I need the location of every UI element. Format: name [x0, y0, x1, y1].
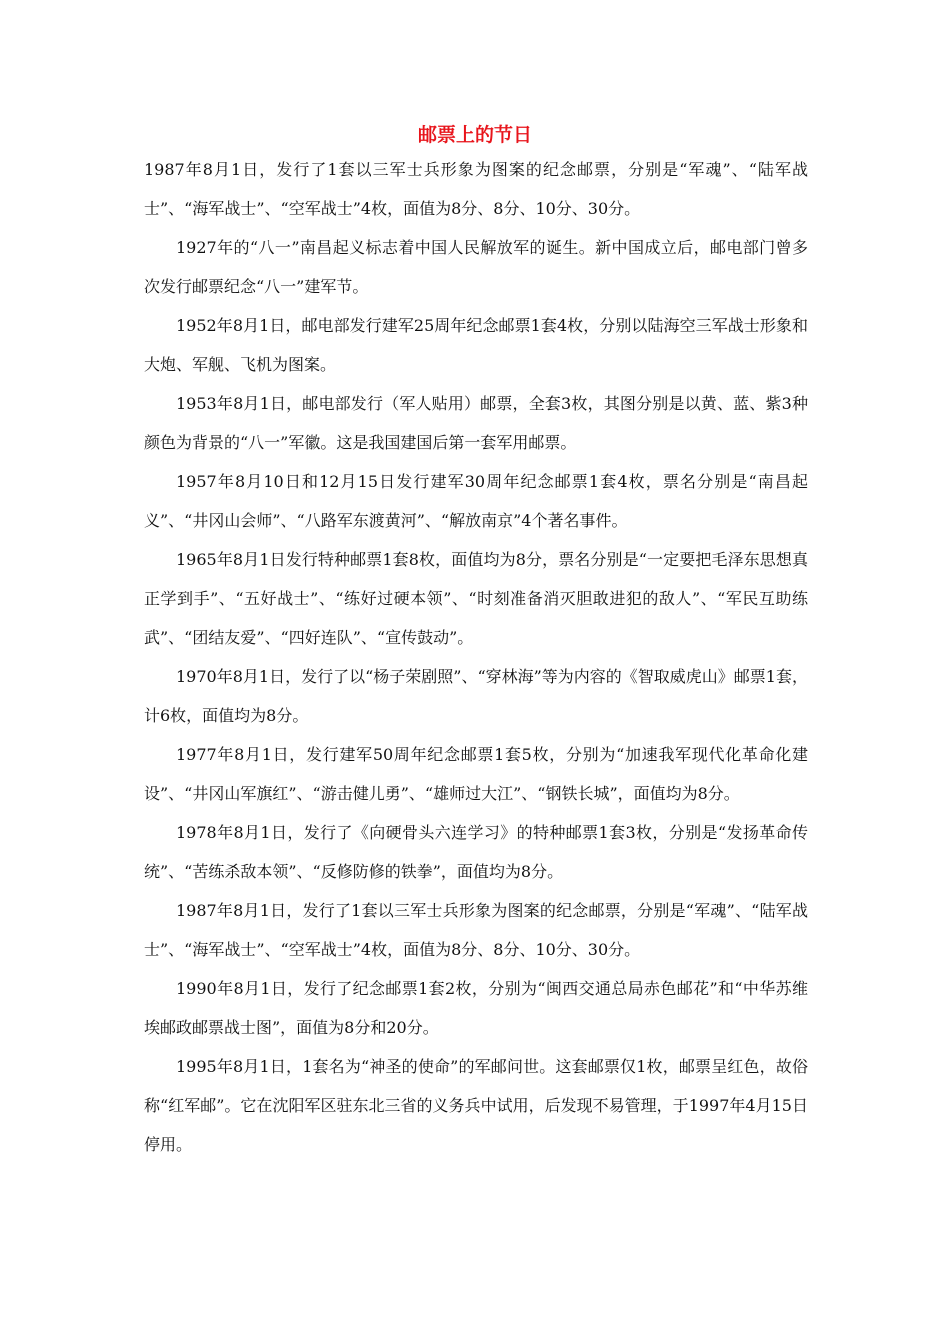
- paragraph-3: 1952年8月1日，邮电部发行建军25周年纪念邮票1套4枚，分别以陆海空三军战士形象和大炮、军舰、飞机为图案。: [144, 316, 808, 374]
- paragraph-7: 1970年8月1日，发行了以“杨子荣剧照”、“穿林海”等为内容的《智取威虎山》邮票1套，计6枚，面值均为8分。: [144, 667, 808, 725]
- paragraph-4: 1953年8月1日，邮电部发行（军人贴用）邮票，全套3枚，其图分别是以黄、蓝、紫3种颜色为背景的“八一”军徽。这是我国建国后第一套军用邮票。: [144, 394, 808, 452]
- paragraph-2: 1927年的“八一”南昌起义标志着中国人民解放军的诞生。新中国成立后，邮电部门曾多次发行邮票纪念“八一”建军节。: [144, 238, 808, 296]
- paragraph-12: 1995年8月1日，1套名为“神圣的使命”的军邮问世。这套邮票仅1枚，邮票呈红色，故俗称“红军邮”。它在沈阳军区驻东北三省的义务兵中试用，后发现不易管理，于1997年4月15日停用。: [144, 1057, 808, 1154]
- document-body: [144, 150, 808, 1164]
- paragraph-5: 1957年8月10日和12月15日发行建军30周年纪念邮票1套4枚，票名分别是“南昌起义”、“井冈山会师”、“八路军东渡黄河”、“解放南京”4个著名事件。: [144, 472, 808, 530]
- page-title: 邮票上的节日: [417, 124, 532, 146]
- paragraph-1: 1987年8月1日，发行了1套以三军士兵形象为图案的纪念邮票，分别是“军魂”、“陆军战士”、“海军战士”、“空军战士”4枚，面值为8分、8分、10分、30分。: [144, 160, 808, 218]
- paragraph-10: 1987年8月1日，发行了1套以三军士兵形象为图案的纪念邮票，分别是“军魂”、“陆军战士”、“海军战士”、“空军战士”4枚，面值为8分、8分、10分、30分。: [144, 901, 808, 959]
- paragraph-8: 1977年8月1日，发行建军50周年纪念邮票1套5枚，分别为“加速我军现代化革命化建设”、“井冈山军旗红”、“游击健儿勇”、“雄师过大江”、“钢铁长城”，面值均为8分。: [144, 745, 808, 803]
- paragraph-11: 1990年8月1日，发行了纪念邮票1套2枚，分别为“闽西交通总局赤色邮花”和“中华苏维埃邮政邮票战士图”，面值为8分和20分。: [144, 979, 808, 1037]
- paragraph-9: 1978年8月1日，发行了《向硬骨头六连学习》的特种邮票1套3枚，分别是“发扬革命传统”、“苦练杀敌本领”、“反修防修的铁拳”，面值均为8分。: [144, 823, 808, 881]
- paragraph-6: 1965年8月1日发行特种邮票1套8枚，面值均为8分，票名分别是“一定要把毛泽东思想真正学到手”、“五好战士”、“练好过硬本领”、“时刻准备消灭胆敢进犯的敌人”、“军民互助练武”、“团结友爱”、“四好连队”、“宣传鼓动”。: [144, 550, 808, 647]
